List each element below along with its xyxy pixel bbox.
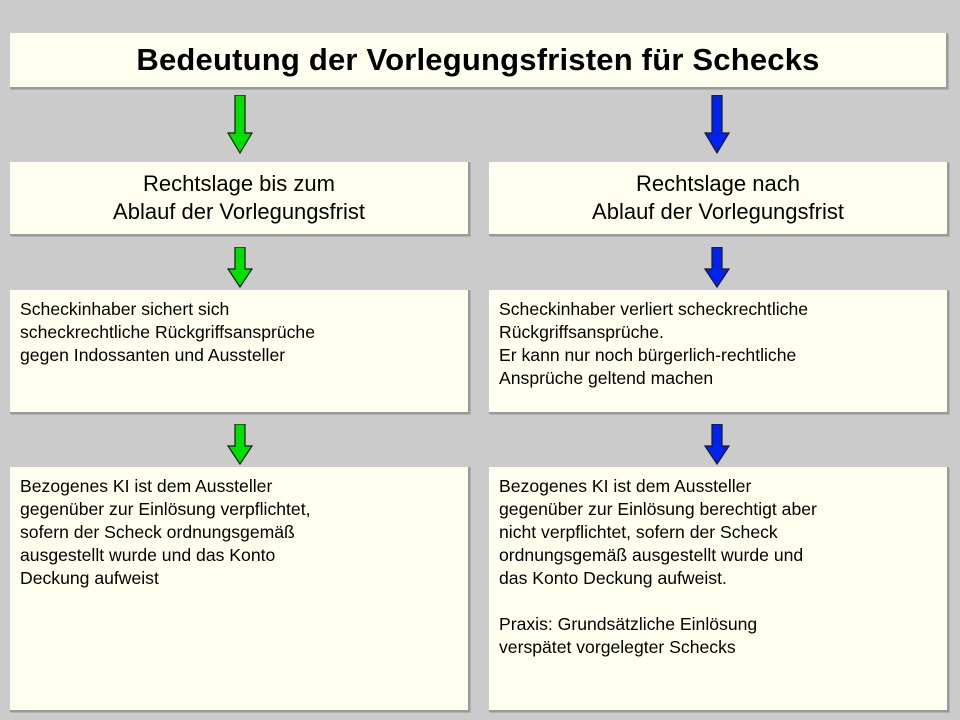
arrow-down-blue-icon: [703, 95, 731, 155]
arrow-down-blue-icon: [703, 424, 731, 466]
text-line: Rückgriffsansprüche.: [499, 322, 664, 342]
right-heading-line: Ablauf der Vorlegungsfrist: [592, 199, 844, 224]
text-line: ordnungsgemäß ausgestellt wurde und: [499, 545, 804, 565]
text-line: Deckung aufweist: [20, 568, 159, 588]
text-line: ausgestellt wurde und das Konto: [20, 545, 276, 565]
text-line: sofern der Scheck ordnungsgemäß: [20, 522, 295, 542]
text-line: nicht verpflichtet, sofern der Scheck: [499, 522, 778, 542]
left-heading-line: Ablauf der Vorlegungsfrist: [113, 199, 365, 224]
text-line: Er kann nur noch bürgerlich-rechtliche: [499, 345, 797, 365]
text-line: Bezogenes KI ist dem Aussteller: [20, 476, 273, 496]
practice-line: Praxis: Grundsätzliche Einlösung: [499, 614, 758, 634]
right-consequence-box: [489, 290, 949, 414]
text-line: Scheckinhaber verliert scheckrechtliche: [499, 299, 809, 319]
text-line: Scheckinhaber sichert sich: [20, 299, 230, 319]
text-line: Ansprüche geltend machen: [499, 368, 714, 388]
arrow-down-green-icon: [226, 247, 254, 289]
text-line: das Konto Deckung aufweist.: [499, 568, 727, 588]
text-line: Bezogenes KI ist dem Aussteller: [499, 476, 752, 496]
arrow-down-blue-icon: [703, 247, 731, 289]
text-line: gegenüber zur Einlösung verpflichtet,: [20, 499, 311, 519]
left-consequence-box: [10, 290, 470, 414]
text-line: gegenüber zur Einlösung berechtigt aber: [499, 499, 817, 519]
arrow-down-green-icon: [226, 424, 254, 466]
right-bank-box: [489, 467, 949, 712]
practice-line: verspätet vorgelegter Schecks: [499, 637, 736, 657]
text-line: gegen Indossanten und Aussteller: [20, 345, 286, 365]
diagram-title: Bedeutung der Vorlegungsfristen für Schecks: [136, 42, 820, 77]
right-heading-box: [489, 162, 949, 236]
arrow-down-green-icon: [226, 95, 254, 155]
right-heading-line: Rechtslage nach: [636, 171, 800, 196]
left-heading-line: Rechtslage bis zum: [143, 171, 335, 196]
text-line: scheckrechtliche Rückgriffsansprüche: [20, 322, 315, 342]
left-bank-box: [10, 467, 470, 712]
left-heading-box: [10, 162, 470, 236]
title-box: [10, 33, 948, 89]
